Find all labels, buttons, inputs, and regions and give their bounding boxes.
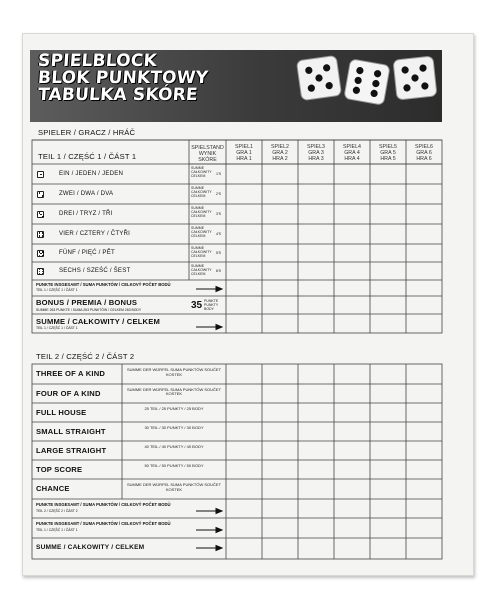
upper-row-count: 5'S (216, 251, 222, 255)
lower-row-note: 50 TEIL / 50 PUNKTY / 50 BODY (144, 462, 204, 468)
lower-row-label: SMALL STRAIGHT (36, 426, 106, 436)
upper-row-count: 4'S (216, 232, 222, 236)
upper-row-label: DREI / TRYZ / TŘI (59, 210, 113, 217)
game-column-header-line: GRA 6 (416, 150, 432, 156)
part1-total-sublabel: TEIL 1 / CZĘŚĆ 1 / ČÁST 1 (36, 326, 78, 330)
lower-row-label: FULL HOUSE (36, 407, 87, 417)
upper-row-count: 2'S (216, 192, 222, 196)
upper-row-count: 1'S (216, 172, 222, 176)
lower-row-note: SUMME DER WÜRFEL SUMA PUNKTÓW SOUČET KOSTEK (126, 386, 222, 397)
bonus-title: BONUS / PREMIA / BONUS (36, 298, 138, 307)
game-column-header (370, 144, 406, 162)
upper-row-count: 3'S (216, 212, 222, 216)
die-pip-icon (39, 273, 40, 274)
upper-row-label: SECHS / SZEŚĆ / ŠEST (59, 267, 131, 274)
game-column-header (262, 144, 298, 162)
part2-total-sublabel: TEIL 2 / CZĘŚĆ 2 / ČÁST 2 (36, 509, 78, 513)
die-face-icon (37, 231, 44, 238)
lower-row-note: SUMME DER WÜRFEL SUMA PUNKTÓW SOUČET KOSTEK (126, 482, 222, 492)
die-face-icon (37, 171, 44, 178)
bonus-value: 35 (191, 300, 203, 311)
upper-row-count: 6'S (216, 269, 222, 273)
banner-line-2: BLOK PUNKTOWY (37, 68, 209, 88)
bonus-condition: SUMME 263 PUNKTE / SUMA 263 PUNKTÓW / CELKEM 263 BODY (36, 308, 142, 312)
lower-row-note: 30 TEIL / 30 PUNKTY / 30 BODY (144, 424, 204, 430)
game-column-header-line: HRA 4 (344, 156, 360, 162)
game-column-header (334, 144, 370, 162)
part1-total-title: SUMME / CAŁKOWITY / CELKEM (36, 317, 161, 326)
die-pip-icon (42, 251, 43, 252)
game-column-header-line: HRA 3 (308, 156, 324, 162)
game-column-header-line: HRA 1 (236, 156, 252, 162)
game-column-header (226, 144, 262, 162)
upper-row-note: SUMME CAŁKOWITY CELKEM (191, 246, 212, 259)
die-pip-icon (39, 232, 40, 233)
lower-row-note: SUMME DER WÜRFEL SUMA PUNKTÓW SOUČET KOSTEK (126, 367, 222, 377)
game-column-header-line: SPIEL4 (343, 144, 361, 150)
game-column-header-line: SPIEL6 (415, 144, 433, 150)
die-face-icon (37, 268, 44, 275)
upper-row-label: VIER / CZTERY / ČTYŘI (59, 230, 131, 237)
die-pip-icon (39, 255, 40, 256)
game-column-header-line: GRA 5 (380, 150, 396, 156)
game-column-header (406, 144, 442, 162)
die-pip-icon (39, 192, 40, 193)
die-pip-icon (40, 174, 41, 175)
lower-row-note: 40 TEIL / 40 PUNKTY / 40 BODY (144, 443, 204, 449)
game-column-header-line: SPIEL1 (235, 144, 253, 150)
game-column-header-line: SPIEL3 (307, 144, 325, 150)
upper-row-note: SUMME CAŁKOWITY CELKEM (191, 186, 212, 199)
lower-row-label: CHANCE (36, 484, 70, 493)
game-column-header-line: GRA 2 (272, 150, 288, 156)
lower-row-label: TOP SCORE (36, 464, 83, 474)
upper-row-note: SUMME CAŁKOWITY CELKEM (191, 264, 212, 277)
upper-row-label: ZWEI / DWA / DVA (59, 190, 114, 197)
lower-row-label: FOUR OF A KIND (36, 388, 101, 398)
lower-row-label: LARGE STRAIGHT (36, 445, 107, 455)
game-column-header-line: HRA 6 (416, 156, 432, 162)
lower-row-note: 25 TEIL / 25 PUNKTY / 25 BODY (144, 405, 204, 411)
game-column-header-line: SPIEL5 (379, 144, 397, 150)
die-pip-icon (42, 216, 43, 217)
banner-line-1: SPIELBLOCK (37, 51, 158, 71)
game-column-header (298, 144, 334, 162)
part2-title: TEIL 2 / CZĘŚĆ 2 / ČÁST 2 (36, 352, 135, 361)
upper-row-label: FÜNF / PIĘĆ / PĚT (59, 249, 115, 256)
upper-row-note: SUMME CAŁKOWITY CELKEM (191, 226, 212, 239)
player-label: SPIELER / GRACZ / HRÁČ (38, 128, 136, 137)
game-column-header-line: GRA 3 (308, 150, 324, 156)
die-pip-icon (42, 269, 43, 270)
die-pip-icon (42, 232, 43, 233)
die-pip-icon (42, 255, 43, 256)
game-column-header-line: GRA 4 (344, 150, 360, 156)
upper-row-note: SUMME CAŁKOWITY CELKEM (191, 206, 212, 219)
part1-subtotal-sublabel: TEIL 1 / CZĘŚĆ 1 / ČÁST 1 (36, 288, 78, 292)
score-column-header: SPIELSTAND WYNIK SKÓRE (191, 145, 224, 163)
part1-carry-label: PUNKTE INSGESAMT / SUMA PUNKTÓW / CELKOVÝ POČET BODŮ (36, 521, 171, 526)
die-pip-icon (39, 235, 40, 236)
game-column-header-line: HRA 2 (272, 156, 288, 162)
part1-subtotal-label: PUNKTE INSGESAMT / SUMA PUNKTÓW / CELKOVÝ POČET BODŮ (36, 282, 171, 287)
die-pip-icon (39, 269, 40, 270)
part1-carry-sublabel: TEIL 1 / CZĘŚĆ 1 / ČÁST 1 (36, 528, 78, 532)
game-column-header-line: HRA 5 (380, 156, 396, 162)
grand-total-label: SUMME / CAŁKOWITY / CELKEM (36, 544, 145, 551)
die-face-icon (37, 191, 44, 198)
die-pip-icon (42, 235, 43, 236)
upper-row-label: EIN / JEDEN / JEDEN (59, 170, 124, 177)
bonus-unit: PUNKTE PUNKTY BODY (204, 299, 219, 312)
die-face-icon (37, 250, 44, 257)
game-column-header-line: GRA 1 (236, 150, 252, 156)
die-pip-icon (42, 195, 43, 196)
die-pip-icon (42, 273, 43, 274)
game-column-header-line: SPIEL2 (271, 144, 289, 150)
upper-row-note: SUMME CAŁKOWITY CELKEM (191, 166, 212, 179)
part1-title: TEIL 1 / CZĘŚĆ 1 / ČÁST 1 (38, 152, 137, 161)
part2-total-label: PUNKTE INSGESAMT / SUMA PUNKTÓW / CELKOVÝ POČET BODŮ (36, 502, 171, 507)
die-face-icon (37, 211, 44, 218)
lower-row-label: THREE OF A KIND (36, 369, 106, 378)
banner-line-3: TABULKA SKÓRE (37, 85, 199, 105)
